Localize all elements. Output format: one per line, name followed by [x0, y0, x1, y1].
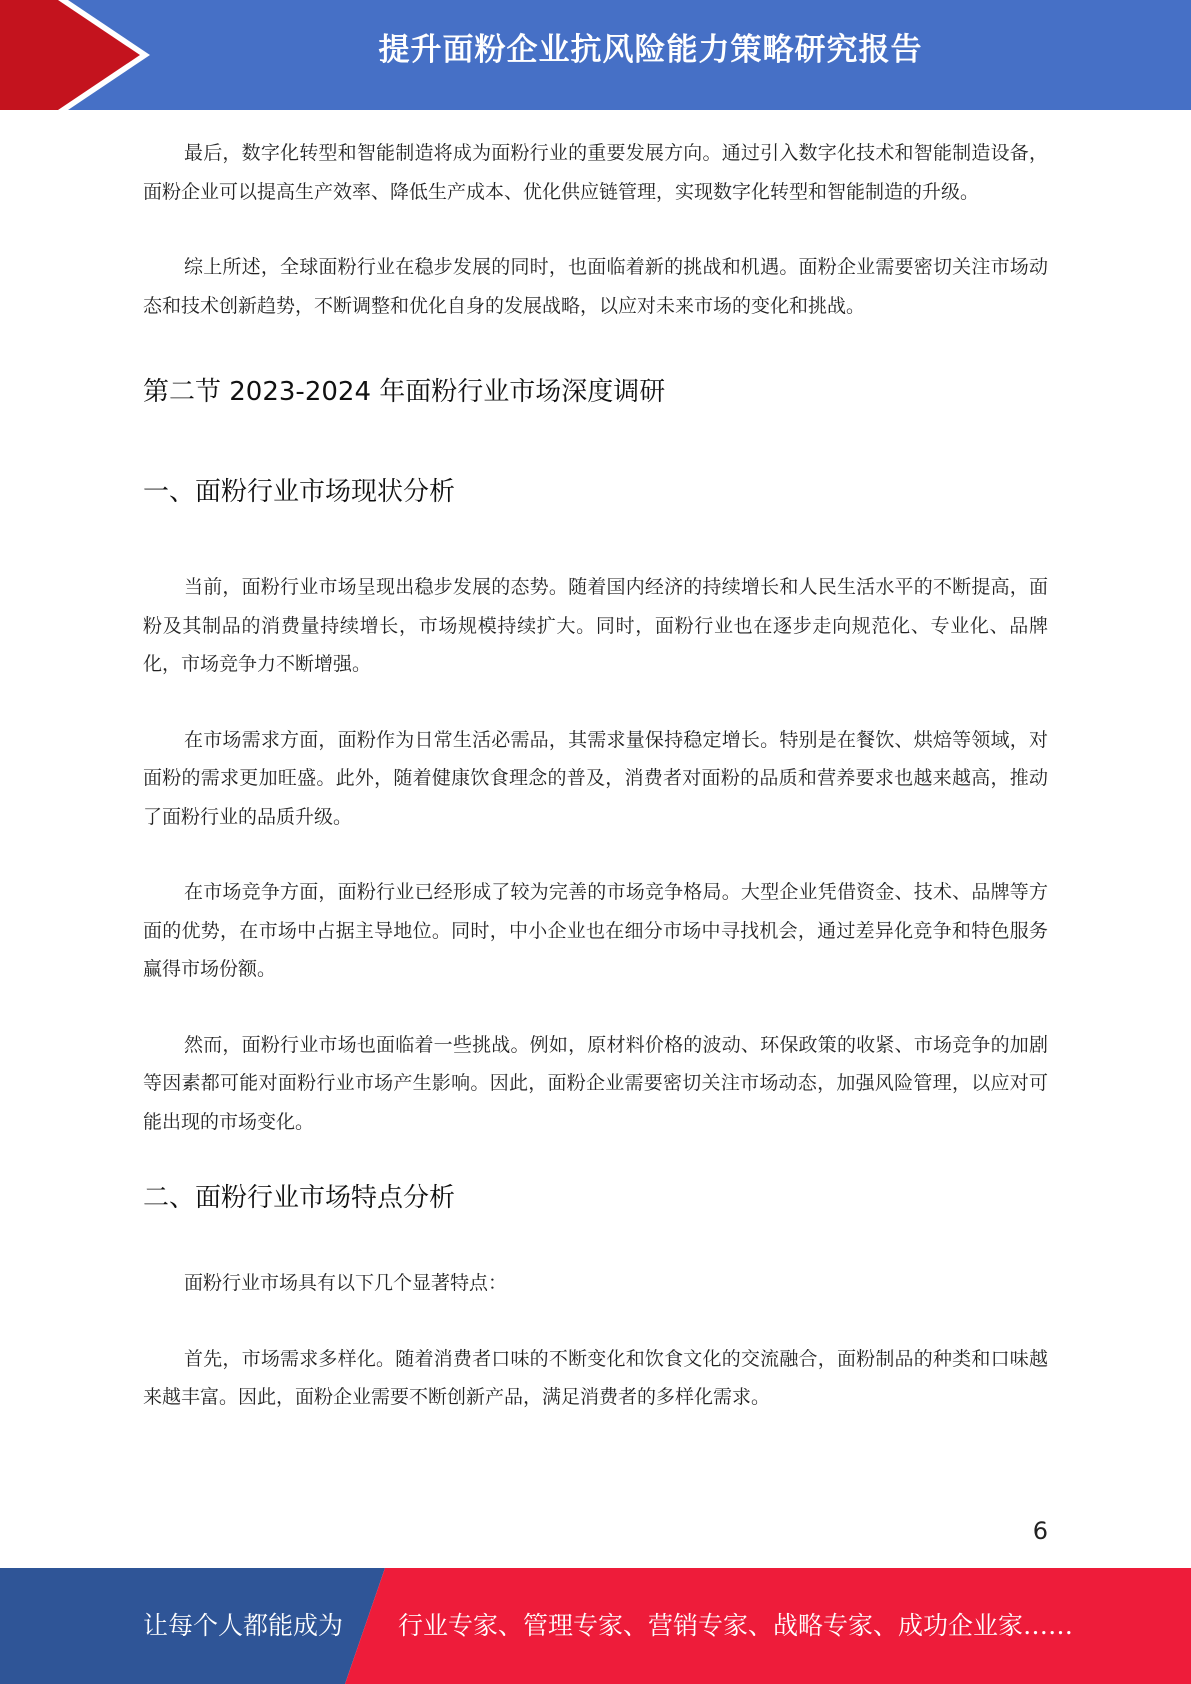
- header-chevron-icon: [0, 0, 160, 110]
- paragraph: 最后，数字化转型和智能制造将成为面粉行业的重要发展方向。通过引入数字化技术和智能制造设备，面粉企业可以提高生产效率、降低生产成本、优化供应链管理，实现数字化转型和智能制造的升级。: [143, 142, 1048, 203]
- page-header: [0, 0, 1191, 110]
- paragraph: 然而，面粉行业市场也面临着一些挑战。例如，原材料价格的波动、环保政策的收紧、市场竞争的加剧等因素都可能对面粉行业市场产生影响。因此，面粉企业需要密切关注市场动态，加强风险管理，以应对可能出现的市场变化。: [143, 1033, 1048, 1133]
- paragraph: 在市场需求方面，面粉作为日常生活必需品，其需求量保持稳定增长。特别是在餐饮、烘焙等领域，对面粉的需求更加旺盛。此外，随着健康饮食理念的普及，消费者对面粉的品质和营养要求也越来越高，推动了面粉行业的品质升级。: [143, 728, 1048, 828]
- report-title: 提升面粉企业抗风险能力策略研究报告: [378, 32, 923, 68]
- page-footer: [0, 1568, 1191, 1684]
- paragraph: 当前，面粉行业市场呈现出稳步发展的态势。随着国内经济的持续增长和人民生活水平的不断提高，面粉及其制品的消费量持续增长，市场规模持续扩大。同时，面粉行业也在逐步走向规范化、专业化、品牌化，市场竞争力不断增强。: [143, 576, 1048, 675]
- footer-slogan-right: 行业专家、管理专家、营销专家、战略专家、成功企业家……: [398, 1611, 1074, 1640]
- page-number: 6: [1032, 1517, 1048, 1545]
- paragraph: 首先，市场需求多样化。随着消费者口味的不断变化和饮食文化的交流融合，面粉制品的种类和口味越来越丰富。因此，面粉企业需要不断创新产品，满足消费者的多样化需求。: [143, 1347, 1048, 1408]
- subsection-heading: 二、面粉行业市场特点分析: [143, 1183, 456, 1213]
- paragraph: 面粉行业市场具有以下几个显著特点：: [184, 1272, 508, 1294]
- section-heading: 第二节 2023-2024 年面粉行业市场深度调研: [143, 377, 666, 407]
- subsection-heading: 一、面粉行业市场现状分析: [143, 477, 456, 507]
- footer-slogan-left: 让每个人都能成为: [143, 1611, 344, 1640]
- paragraph: 在市场竞争方面，面粉行业已经形成了较为完善的市场竞争格局。大型企业凭借资金、技术、品牌等方面的优势，在市场中占据主导地位。同时，中小企业也在细分市场中寻找机会，通过差异化竞争和特色服务赢得市场份额。: [143, 881, 1048, 980]
- document-body: [143, 134, 1048, 1454]
- paragraph: 综上所述，全球面粉行业在稳步发展的同时，也面临着新的挑战和机遇。面粉企业需要密切关注市场动态和技术创新趋势，不断调整和优化自身的发展战略，以应对未来市场的变化和挑战。: [143, 256, 1048, 317]
